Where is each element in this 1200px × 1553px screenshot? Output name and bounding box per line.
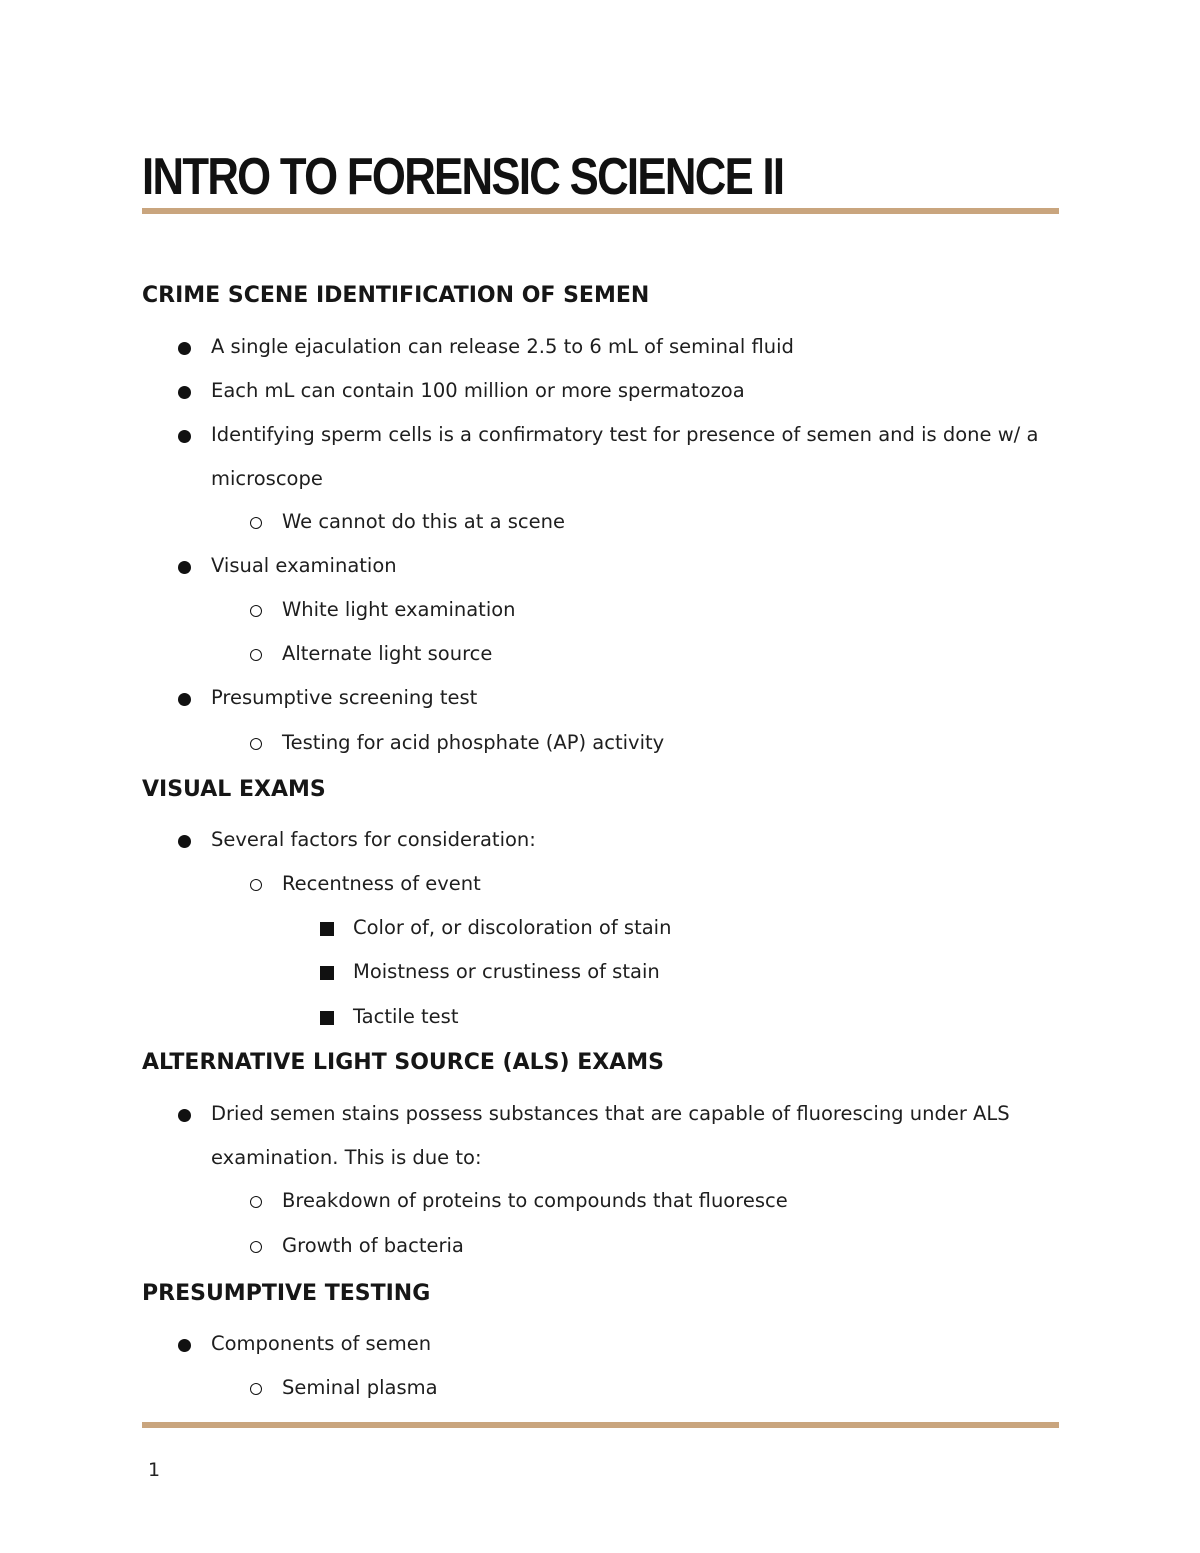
list-item: White light examination (282, 598, 516, 621)
title-underline (142, 208, 1059, 214)
list-item: Moistness or crustiness of stain (353, 960, 660, 983)
list-item-continuation: microscope (211, 467, 323, 490)
page-title: INTRO TO FORENSIC SCIENCE II (142, 148, 784, 206)
section-heading-crime-scene: CRIME SCENE IDENTIFICATION OF SEMEN (142, 283, 650, 308)
list-item: Alternate light source (282, 642, 493, 665)
bullet-dot-icon (178, 835, 191, 848)
bullet-dot-icon (178, 430, 191, 443)
list-item-continuation: examination. This is due to: (211, 1146, 482, 1169)
list-item: Recentness of event (282, 872, 481, 895)
bullet-square-icon (320, 966, 334, 980)
bullet-square-icon (320, 922, 334, 936)
bullet-dot-icon (178, 693, 191, 706)
list-item: Growth of bacteria (282, 1234, 464, 1257)
bullet-dot-icon (178, 1109, 191, 1122)
bullet-circle-icon (250, 605, 262, 617)
list-item: We cannot do this at a scene (282, 510, 565, 533)
list-item: Components of semen (211, 1332, 432, 1355)
bullet-square-icon (320, 1011, 334, 1025)
list-item: A single ejaculation can release 2.5 to 6 mL of seminal fluid (211, 335, 794, 358)
list-item: Visual examination (211, 554, 397, 577)
section-heading-visual-exams: VISUAL EXAMS (142, 777, 326, 802)
bullet-dot-icon (178, 561, 191, 574)
bullet-dot-icon (178, 386, 191, 399)
list-item: Testing for acid phosphate (AP) activity (282, 731, 665, 754)
list-item: Each mL can contain 100 million or more spermatozoa (211, 379, 745, 402)
section-heading-als-exams: ALTERNATIVE LIGHT SOURCE (ALS) EXAMS (142, 1050, 664, 1075)
bullet-circle-icon (250, 738, 262, 750)
list-item: Breakdown of proteins to compounds that fluoresce (282, 1189, 788, 1212)
list-item: Tactile test (353, 1005, 459, 1028)
bullet-circle-icon (250, 1383, 262, 1395)
list-item: Color of, or discoloration of stain (353, 916, 672, 939)
list-item: Seminal plasma (282, 1376, 438, 1399)
bullet-dot-icon (178, 1339, 191, 1352)
bullet-circle-icon (250, 879, 262, 891)
bullet-circle-icon (250, 517, 262, 529)
footer-rule (142, 1422, 1059, 1428)
list-item: Dried semen stains possess substances that are capable of fluorescing under ALS (211, 1102, 1010, 1125)
section-heading-presumptive-testing: PRESUMPTIVE TESTING (142, 1281, 431, 1306)
page-number: 1 (148, 1459, 161, 1481)
list-item: Several factors for consideration: (211, 828, 536, 851)
list-item: Presumptive screening test (211, 686, 478, 709)
list-item: Identifying sperm cells is a confirmatory test for presence of semen and is done w/ a (211, 423, 1039, 446)
bullet-circle-icon (250, 1241, 262, 1253)
bullet-dot-icon (178, 342, 191, 355)
bullet-circle-icon (250, 1196, 262, 1208)
bullet-circle-icon (250, 649, 262, 661)
